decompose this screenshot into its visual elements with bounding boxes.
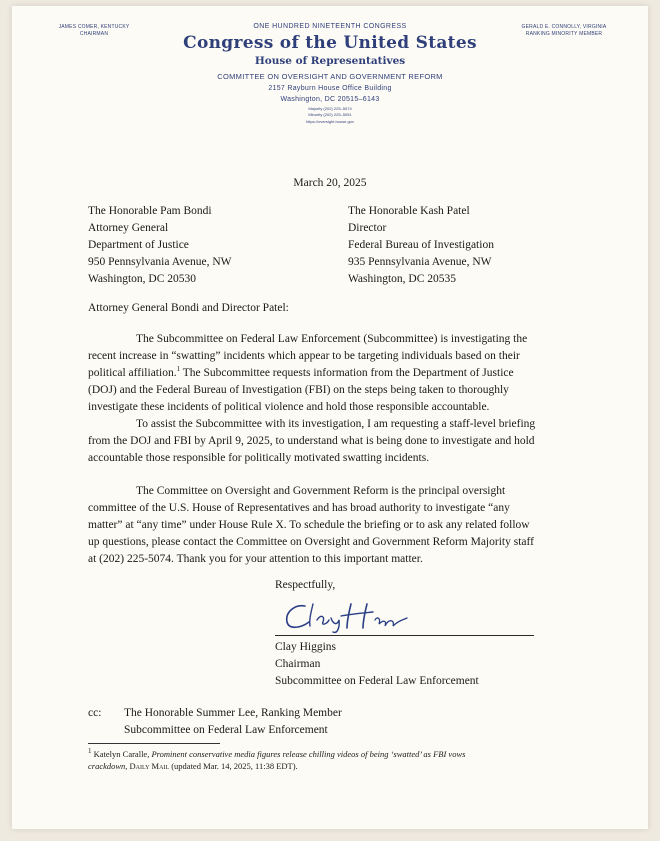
ranking-member-name: GERALD E. CONNOLLY, VIRGINIA [521, 24, 607, 30]
chairman-name: JAMES COMER, KENTUCKY [58, 24, 130, 30]
cc-line: Subcommittee on Federal Law Enforcement [124, 724, 328, 736]
body-paragraph-2 [88, 416, 596, 467]
paragraph-line: at (202) 225-5074. Thank you for your attention to this important matter. [88, 553, 423, 565]
handwritten-signature [275, 598, 535, 634]
footnote-line-2 [88, 760, 588, 772]
recipient-street: 935 Pennsylvania Avenue, NW [348, 256, 492, 268]
committee-city: Washington, DC 20515–6143 [280, 96, 380, 103]
body-paragraph-1 [88, 331, 596, 416]
recipient-org: Federal Bureau of Investigation [348, 239, 494, 251]
paragraph-text: The Subcommittee requests information from the Department of Justice [180, 367, 514, 379]
signer-block [275, 639, 479, 690]
committee-address: 2157 Rayburn House Office Building [268, 85, 392, 92]
chairman-title: CHAIRMAN [79, 31, 109, 37]
recipient-name: The Honorable Pam Bondi [88, 205, 212, 217]
signer-name: Clay Higgins [275, 641, 337, 653]
recipient-street: 950 Pennsylvania Avenue, NW [88, 256, 232, 268]
footnote [88, 748, 588, 772]
letter-date: March 20, 2025 [293, 177, 367, 189]
footnote-publication: Daily Mail [129, 761, 170, 771]
recipient-title: Director [348, 222, 387, 234]
footnote-article-end: crackdown [88, 761, 126, 771]
footnote-reference: 1 [176, 365, 181, 374]
signature-line [275, 635, 534, 636]
recipient-block-bondi [88, 203, 328, 288]
congress-title: Congress of the United States [183, 33, 477, 53]
paragraph-line [88, 365, 596, 382]
committee-phones [12, 106, 648, 117]
recipient-city: Washington, DC 20530 [88, 273, 197, 285]
letter-page [12, 6, 648, 829]
house-title: House of Representatives [254, 55, 406, 67]
footnote-number: 1 [88, 747, 92, 756]
body-paragraph-3 [88, 483, 596, 568]
cc-label: cc: [88, 707, 102, 719]
recipient-block-patel [348, 203, 588, 288]
congress-number: ONE HUNDRED NINETEENTH CONGRESS [253, 23, 407, 30]
footnote-author: Katelyn Caralle, [91, 749, 152, 759]
salutation: Attorney General Bondi and Director Patel: [88, 302, 289, 314]
footnote-divider [88, 743, 220, 744]
majority-phone: Majority (202) 225–5074 [308, 106, 352, 111]
footnote-article: Prominent conservative media figures release chilling videos of being ‘swatted’ as FBI vows [151, 749, 466, 759]
paragraph-line: The Subcommittee on Federal Law Enforcement (Subcommittee) is investigating the [136, 333, 528, 345]
cc-recipients [124, 705, 342, 739]
recipient-name: The Honorable Kash Patel [348, 205, 470, 217]
paragraph-line: accountable those responsible for politically motivated swatting incidents. [88, 452, 430, 464]
paragraph-line: (DOJ) and the Federal Bureau of Investigation (FBI) on the steps being taken to thoroughly [88, 384, 509, 396]
paragraph-line: from the DOJ and FBI by April 9, 2025, to understand what is being done to investigate and hold [88, 435, 535, 447]
ranking-member-title: RANKING MINORITY MEMBER [525, 31, 603, 37]
committee-website: https://oversight.house.gov [306, 119, 354, 124]
letterhead [12, 23, 648, 124]
recipient-city: Washington, DC 20535 [348, 273, 457, 285]
committee-name: COMMITTEE ON OVERSIGHT AND GOVERNMENT REFORM [217, 72, 443, 81]
cc-line: The Honorable Summer Lee, Ranking Member [124, 707, 342, 719]
paragraph-line: investigate these incidents of political violence and hold those responsible accountable. [88, 401, 490, 413]
closing: Respectfully, [275, 579, 336, 591]
footnote-line-1 [88, 748, 588, 760]
minority-phone: Minority (202) 225–5051 [308, 111, 352, 117]
paragraph-line: up questions, please contact the Committee on Oversight and Government Reform Majority staff [88, 536, 534, 548]
paragraph-text: political affiliation. [88, 367, 177, 379]
paragraph-line: recent increase in “swatting” incidents which appear to be targeting individuals based on their [88, 350, 520, 362]
footnote-updated: (updated Mar. 14, 2025, 11:38 EDT). [169, 761, 298, 771]
signer-title: Chairman [275, 658, 321, 670]
paragraph-line: matter” at “any time” under House Rule X. To schedule the briefing or to ask any related follow [88, 519, 530, 531]
recipient-title: Attorney General [88, 222, 169, 234]
paragraph-line: committee of the U.S. House of Representatives and has broad authority to investigate “any [88, 502, 510, 514]
paragraph-line: To assist the Subcommittee with its investigation, I am requesting a staff-level briefing [136, 418, 536, 430]
signer-unit: Subcommittee on Federal Law Enforcement [275, 675, 479, 687]
paragraph-line: The Committee on Oversight and Government Reform is the principal oversight [136, 485, 506, 497]
recipient-org: Department of Justice [88, 239, 189, 251]
footnote-separator: , [125, 761, 130, 771]
